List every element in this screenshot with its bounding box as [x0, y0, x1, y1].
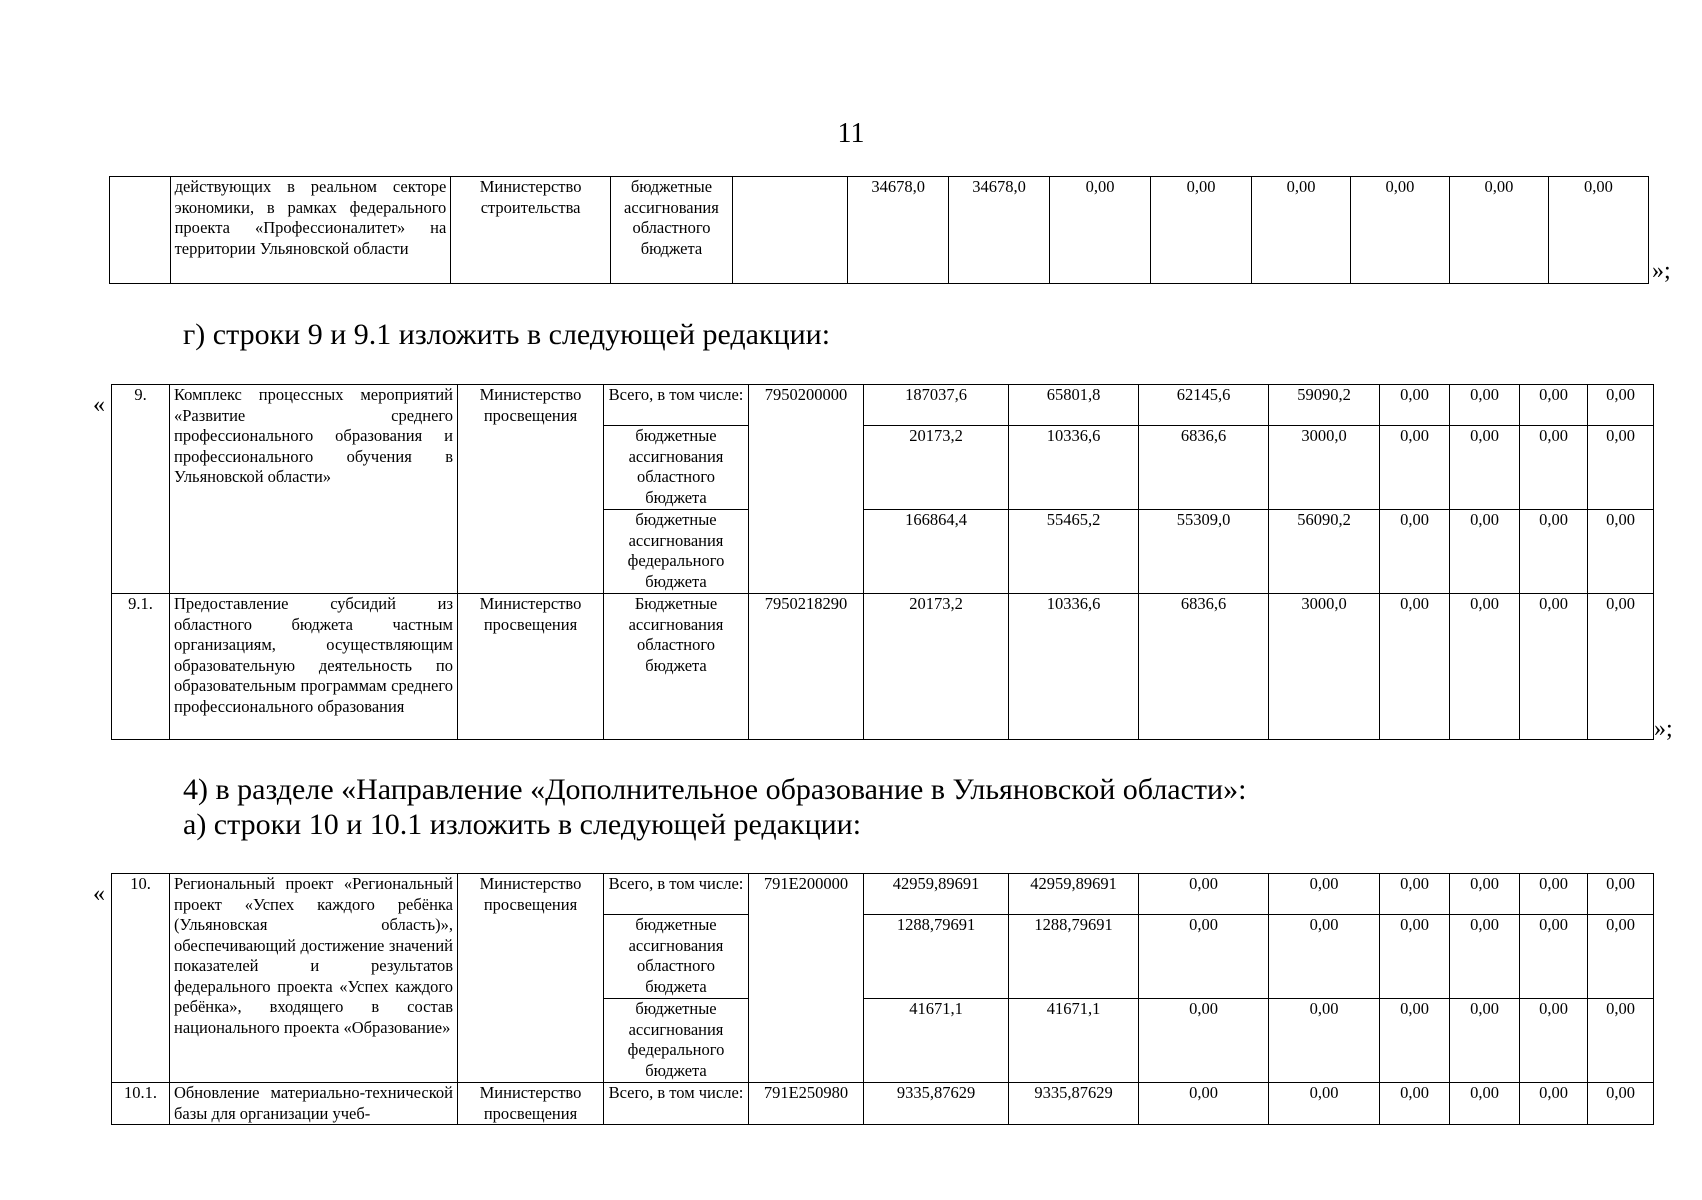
value-cell: 0,00	[1520, 426, 1588, 510]
value-cell: 0,00	[1151, 177, 1252, 284]
value-cell: 20173,2	[864, 594, 1009, 740]
source-cell: бюджетные ассигнования областного бюджета	[604, 915, 749, 999]
value-cell: 0,00	[1588, 385, 1654, 426]
page-number: 11	[837, 118, 865, 149]
value-cell: 41671,1	[864, 999, 1009, 1083]
value-cell: 41671,1	[1009, 999, 1139, 1083]
source-cell: Всего, в том числе:	[604, 1083, 749, 1125]
value-cell: 0,00	[1139, 999, 1269, 1083]
value-cell: 0,00	[1588, 915, 1654, 999]
code-cell: 7950218290	[749, 594, 864, 740]
value-cell: 0,00	[1139, 874, 1269, 915]
row-name-cell: Комплекс процессных мероприятий «Развитие среднего профессионального образования и профессионального обучения в Ульяновской области»	[170, 385, 458, 594]
value-cell: 34678,0	[848, 177, 949, 284]
value-cell: 59090,2	[1269, 385, 1380, 426]
table-row	[112, 594, 1654, 740]
source-cell: бюджетные ассигнования областного бюджета	[610, 177, 732, 284]
close-quote: »;	[1652, 258, 1671, 284]
source-cell: бюджетные ассигнования федерального бюджета	[604, 510, 749, 594]
value-cell: 3000,0	[1269, 594, 1380, 740]
value-cell: 20173,2	[864, 426, 1009, 510]
value-cell: 0,00	[1450, 385, 1520, 426]
value-cell: 55309,0	[1139, 510, 1269, 594]
value-cell: 0,00	[1520, 385, 1588, 426]
open-quote: «	[93, 881, 105, 907]
value-cell: 0,00	[1588, 999, 1654, 1083]
value-cell: 0,00	[1520, 594, 1588, 740]
row-name-cell: Обновление материально-технической базы для организации учеб-	[170, 1083, 458, 1125]
value-cell: 0,00	[1450, 426, 1520, 510]
value-cell: 0,00	[1269, 999, 1380, 1083]
value-cell: 65801,8	[1009, 385, 1139, 426]
value-cell: 0,00	[1450, 915, 1520, 999]
table-continuation	[109, 176, 1649, 284]
value-cell: 0,00	[1520, 999, 1588, 1083]
value-cell: 0,00	[1380, 1083, 1450, 1125]
ministry-cell: Министерство просвещения	[458, 874, 604, 1083]
value-cell: 56090,2	[1269, 510, 1380, 594]
value-cell: 0,00	[1588, 874, 1654, 915]
table-rows-10	[111, 873, 1654, 1125]
code-cell: 791E200000	[749, 874, 864, 1083]
table-row	[112, 1083, 1654, 1125]
paragraph-a: а) строки 10 и 10.1 изложить в следующей редакции:	[183, 808, 862, 841]
table-row	[112, 874, 1654, 915]
value-cell: 0,00	[1380, 385, 1450, 426]
value-cell: 0,00	[1520, 510, 1588, 594]
value-cell: 0,00	[1520, 915, 1588, 999]
value-cell: 1288,79691	[1009, 915, 1139, 999]
ministry-cell: Министерство просвещения	[458, 385, 604, 594]
value-cell: 0,00	[1380, 999, 1450, 1083]
row-number-cell: 9.1.	[112, 594, 170, 740]
value-cell: 0,00	[1450, 999, 1520, 1083]
value-cell: 0,00	[1269, 874, 1380, 915]
value-cell: 0,00	[1588, 426, 1654, 510]
value-cell: 0,00	[1450, 1083, 1520, 1125]
value-cell: 0,00	[1139, 915, 1269, 999]
value-cell: 0,00	[1520, 874, 1588, 915]
value-cell: 187037,6	[864, 385, 1009, 426]
value-cell: 0,00	[1588, 594, 1654, 740]
value-cell: 0,00	[1252, 177, 1351, 284]
value-cell: 10336,6	[1009, 594, 1139, 740]
value-cell: 0,00	[1380, 426, 1450, 510]
value-cell: 0,00	[1380, 510, 1450, 594]
value-cell: 0,00	[1380, 874, 1450, 915]
value-cell: 9335,87629	[1009, 1083, 1139, 1125]
value-cell: 0,00	[1450, 510, 1520, 594]
value-cell: 0,00	[1520, 1083, 1588, 1125]
value-cell: 6836,6	[1139, 594, 1269, 740]
value-cell: 0,00	[1548, 177, 1648, 284]
paragraph-4: 4) в разделе «Направление «Дополнительное образование в Ульяновской области»:	[183, 773, 1247, 806]
table-rows-9	[111, 384, 1654, 740]
source-cell: бюджетные ассигнования федерального бюджета	[604, 999, 749, 1083]
row-name-cell: Предоставление субсидий из областного бюджета частным организациям, осуществляющим образовательную деятельность по образовательным программам среднего профессионального образования	[170, 594, 458, 740]
row-number-cell: 9.	[112, 385, 170, 594]
table-row	[110, 177, 1649, 284]
value-cell: 0,00	[1269, 1083, 1380, 1125]
value-cell: 166864,4	[864, 510, 1009, 594]
value-cell: 0,00	[1450, 594, 1520, 740]
row-number-cell	[110, 177, 171, 284]
source-cell: Бюджетные ассигнования областного бюджета	[604, 594, 749, 740]
value-cell: 9335,87629	[864, 1083, 1009, 1125]
value-cell: 0,00	[1450, 874, 1520, 915]
code-cell: 7950200000	[749, 385, 864, 594]
code-cell: 791E250980	[749, 1083, 864, 1125]
value-cell: 0,00	[1350, 177, 1449, 284]
ministry-cell: Министерство просвещения	[458, 1083, 604, 1125]
row-name-cell: действующих в реальном секторе экономики, в рамках федерального проекта «Профессионалитет» на территории Ульяновской области	[170, 177, 451, 284]
close-quote: »;	[1654, 716, 1673, 742]
value-cell: 6836,6	[1139, 426, 1269, 510]
value-cell: 0,00	[1380, 915, 1450, 999]
value-cell: 42959,89691	[1009, 874, 1139, 915]
value-cell: 0,00	[1050, 177, 1151, 284]
source-cell: Всего, в том числе:	[604, 874, 749, 915]
value-cell: 10336,6	[1009, 426, 1139, 510]
open-quote: «	[93, 392, 105, 418]
value-cell: 0,00	[1449, 177, 1548, 284]
code-cell	[733, 177, 848, 284]
source-cell: бюджетные ассигнования областного бюджета	[604, 426, 749, 510]
value-cell: 62145,6	[1139, 385, 1269, 426]
row-name-cell: Региональный проект «Региональный проект «Успех каждого ребёнка (Ульяновская область)», обеспечивающий достижение значений показателей и результатов федерального проекта «Успех каждого ребёнка», входящего в состав национального проекта «Образование»	[170, 874, 458, 1083]
ministry-cell: Министерство просвещения	[458, 594, 604, 740]
paragraph-g: г) строки 9 и 9.1 изложить в следующей редакции:	[183, 318, 831, 351]
value-cell: 55465,2	[1009, 510, 1139, 594]
value-cell: 0,00	[1269, 915, 1380, 999]
value-cell: 34678,0	[949, 177, 1050, 284]
value-cell: 1288,79691	[864, 915, 1009, 999]
source-cell: Всего, в том числе:	[604, 385, 749, 426]
value-cell: 3000,0	[1269, 426, 1380, 510]
value-cell: 0,00	[1588, 1083, 1654, 1125]
value-cell: 0,00	[1588, 510, 1654, 594]
value-cell: 0,00	[1380, 594, 1450, 740]
value-cell: 42959,89691	[864, 874, 1009, 915]
row-number-cell: 10.1.	[112, 1083, 170, 1125]
table-row	[112, 385, 1654, 426]
value-cell: 0,00	[1139, 1083, 1269, 1125]
ministry-cell: Министерство строительства	[451, 177, 611, 284]
row-number-cell: 10.	[112, 874, 170, 1083]
